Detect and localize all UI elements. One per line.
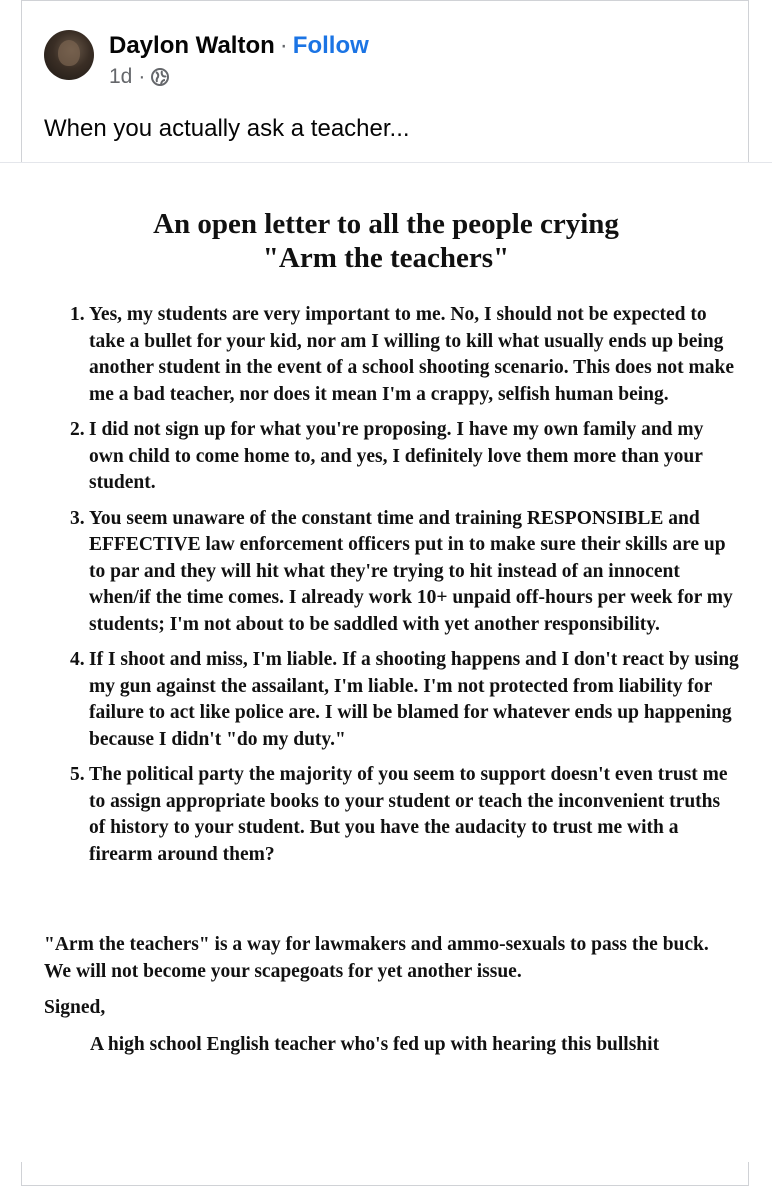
point-number: 1. bbox=[70, 304, 85, 325]
point-number: 2. bbox=[70, 419, 85, 440]
globe-icon[interactable] bbox=[151, 68, 169, 86]
point-text: If I shoot and miss, I'm liable. If a shooting happens and I don't react by using my gun against the assailant, I'm liable. I'm not protected from liability for failure to act like police are. I will be blamed for whatever ends up happening because I didn't "do my duty." bbox=[89, 649, 739, 750]
point-text: Yes, my students are very important to me. No, I should not be expected to take a bullet for your kid, nor am I willing to kill what usually ends up being another student in the event of a school shooting scenario. This does not make me a bad teacher, nor does it mean I'm a crappy, selfish human being. bbox=[89, 304, 734, 405]
follow-button[interactable]: Follow bbox=[292, 32, 369, 59]
post-header bbox=[44, 30, 369, 88]
name-row bbox=[109, 31, 369, 61]
post-meta bbox=[109, 30, 369, 89]
author-avatar[interactable] bbox=[44, 30, 94, 80]
letter-point bbox=[70, 302, 740, 408]
letter-points bbox=[70, 302, 740, 877]
letter-signature: A high school English teacher who's fed up with hearing this bullshit bbox=[90, 1034, 660, 1055]
name-separator: · bbox=[279, 32, 288, 59]
time-separator: · bbox=[138, 65, 146, 88]
point-text: You seem unaware of the constant time and training RESPONSIBLE and EFFECTIVE law enforcement officers put in to make sure their skills are up to par and they will hit what they're trying to hit instead of an innocent when/if the time comes. I already work 10+ unpaid off-hours per week for my students; I'm not about to be saddled with yet another responsibility. bbox=[89, 507, 733, 635]
point-text: I did not sign up for what you're proposing. I have my own family and my own child to come home to, and yes, I definitely love them more than your student. bbox=[89, 419, 704, 493]
point-text: The political party the majority of you seem to support doesn't even trust me to assign appropriate books to your student or teach the inconvenient truths of history to your student. But you have the audacity to trust me with a firearm around them? bbox=[89, 764, 728, 865]
point-number: 3. bbox=[70, 507, 85, 529]
post-timestamp[interactable]: 1d bbox=[109, 65, 133, 88]
letter-signed: Signed, bbox=[44, 997, 106, 1018]
letter-point bbox=[70, 417, 740, 497]
author-name[interactable]: Daylon Walton bbox=[109, 32, 275, 59]
post-caption: When you actually ask a teacher... bbox=[44, 115, 410, 142]
point-number: 5. bbox=[70, 764, 85, 785]
letter-title bbox=[0, 207, 772, 275]
letter-closing: "Arm the teachers" is a way for lawmakers and ammo-sexuals to pass the buck. We will not become your scapegoats for yet another issue. bbox=[44, 934, 709, 982]
letter-point bbox=[70, 647, 740, 753]
point-number: 4. bbox=[70, 649, 85, 670]
letter-point bbox=[70, 506, 740, 639]
letter-title-line-1: An open letter to all the people crying bbox=[153, 208, 619, 240]
letter-image[interactable] bbox=[0, 163, 772, 1162]
time-row bbox=[109, 65, 369, 89]
post-card-footer bbox=[21, 1162, 749, 1186]
letter-point bbox=[70, 762, 740, 868]
letter-title-line-2: "Arm the teachers" bbox=[262, 242, 510, 274]
